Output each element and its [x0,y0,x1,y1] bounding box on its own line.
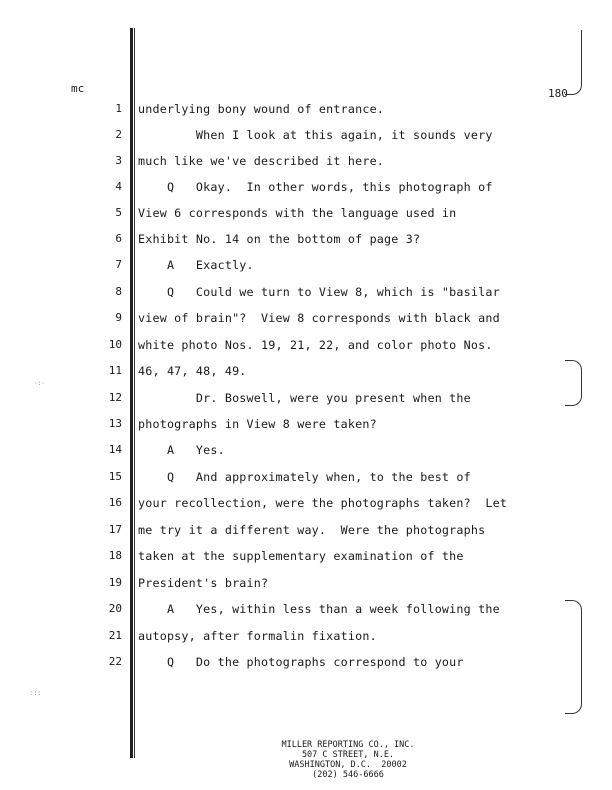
transcript-line [0,602,612,628]
transcript-line [0,417,612,443]
line-text: Q Okay. In other words, this photograph of [138,180,493,194]
transcript-line [0,470,612,496]
line-text: A Exactly. [138,258,254,272]
line-number: 5 [115,206,122,219]
footer-city: WASHINGTON, D.C. 20002 [289,760,407,770]
line-number: 13 [108,417,122,430]
line-text: 46, 47, 48, 49. [138,364,247,378]
transcript-line [0,338,612,364]
transcript-line [0,443,612,469]
line-text: Exhibit No. 14 on the bottom of page 3? [138,232,421,246]
line-text: your recollection, were the photographs taken? Let [138,496,508,510]
line-text: autopsy, after formalin fixation. [138,629,377,643]
line-text: President's brain? [138,576,269,590]
transcript-line [0,364,612,390]
footer-phone: (202) 546-6666 [312,770,384,780]
line-number: 18 [108,549,122,562]
transcript-line [0,102,612,128]
transcript-line [0,232,612,258]
line-number: 8 [115,285,122,298]
transcript-line [0,258,612,284]
transcript-line [0,128,612,154]
line-number: 21 [108,629,122,642]
line-number: 19 [108,576,122,589]
line-text: photographs in View 8 were taken? [138,417,377,431]
transcript-line [0,285,612,311]
transcript-line [0,154,612,180]
transcript-line [0,523,612,549]
line-number: 20 [108,602,122,615]
line-text: view of brain"? View 8 corresponds with black and [138,311,500,325]
scan-mark: ::: [30,690,41,697]
line-text: View 6 corresponds with the language used in [138,206,457,220]
footer-street: 507 C STREET, N.E. [301,750,395,760]
transcript-line [0,391,612,417]
line-number: 2 [115,128,122,141]
transcript-line [0,206,612,232]
line-number: 1 [115,102,122,115]
transcript-line [0,655,612,681]
page-number: 180 [548,87,568,100]
line-number: 15 [108,470,122,483]
transcript-line [0,576,612,602]
line-number: 7 [115,258,122,271]
transcript-line [0,549,612,575]
line-text: much like we've described it here. [138,154,385,168]
transcript-line [0,311,612,337]
line-number: 6 [115,232,122,245]
line-text: Q And approximately when, to the best of [138,470,471,484]
line-text: Q Do the photographs correspond to your [138,655,464,669]
footer-company: MILLER REPORTING CO., INC. [281,740,415,750]
line-number: 17 [108,523,122,536]
line-text: taken at the supplementary examination of the [138,549,464,563]
line-text: Q Could we turn to View 8, which is "basilar [138,285,500,299]
reporting-company-footer [248,740,448,780]
line-text: me try it a different way. Were the photographs [138,523,486,537]
line-text: When I look at this again, it sounds very [138,128,493,142]
line-text: Dr. Boswell, were you present when the [138,391,471,405]
line-text: A Yes. [138,443,225,457]
scan-mark: ·:· [34,380,45,387]
line-number: 16 [108,496,122,509]
line-number: 11 [108,364,122,377]
line-text: underlying bony wound of entrance. [138,102,385,116]
transcript-line [0,180,612,206]
line-number: 22 [108,655,122,668]
line-number: 3 [115,154,122,167]
margin-bracket [565,30,582,95]
line-text: A Yes, within less than a week following the [138,602,500,616]
line-number: 12 [108,391,122,404]
line-number: 14 [108,443,122,456]
line-text: white photo Nos. 19, 21, 22, and color photo Nos. [138,338,493,352]
line-number: 9 [115,311,122,324]
line-number: 10 [108,338,122,351]
transcript-line [0,629,612,655]
reporter-initials: mc [71,82,85,95]
transcript-line [0,496,612,522]
line-number: 4 [115,180,122,193]
